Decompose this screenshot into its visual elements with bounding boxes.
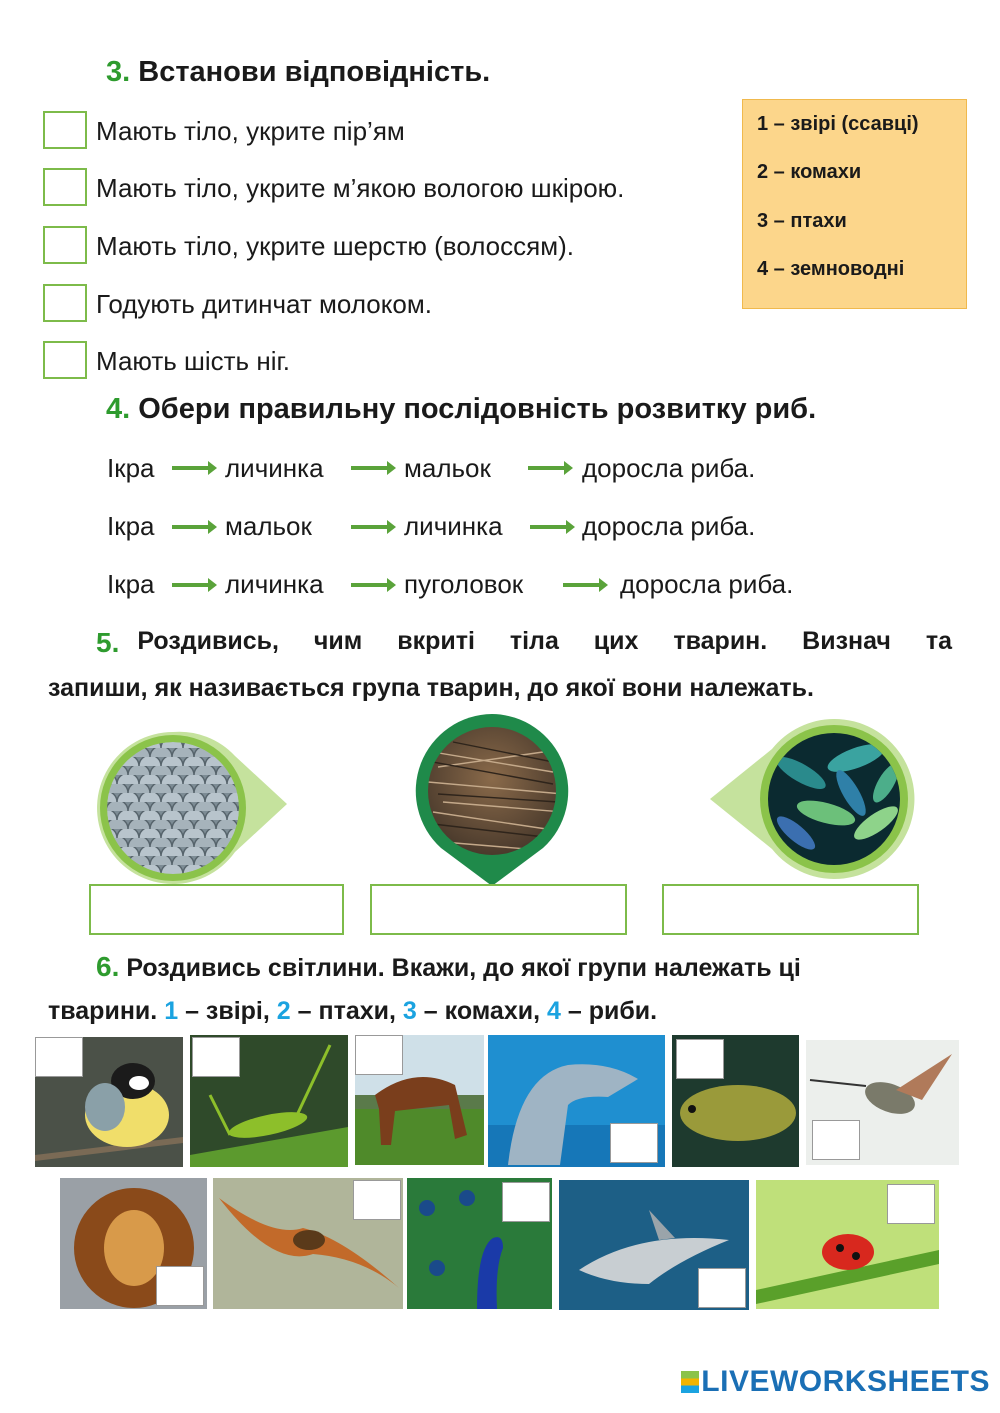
photo-shark [559,1180,749,1310]
seq3-word-3: пуголовок [404,569,524,599]
liveworksheets-logo [681,1365,990,1399]
answer-box-2[interactable] [43,168,87,206]
logo-text: LIVEWORKSHEETS [701,1365,990,1398]
logo-mark-icon [681,1371,699,1393]
statement-2: Мають тіло, укрите м’якою вологою шкірою. [96,173,625,203]
legend-item-3: 3 – птахи [757,210,847,232]
answer-box-5[interactable] [43,341,87,379]
option-2-text: – птахи, [297,997,396,1025]
arrow-right-icon [530,525,568,529]
seq2-word-2: мальок [225,511,312,541]
seq3-word-2: личинка [225,569,324,599]
task5-text-line2: запиши, як називається група тварин, до якої вони належать. [48,674,814,702]
task6-text-line1: Роздивись світлини. Вкажи, до якої групи належать ці [126,954,801,982]
seq3-word-4: доросла риба. [620,569,794,599]
seq1-word-1: Ікра [107,453,155,483]
photo-hummingbird [806,1040,959,1165]
legend-box [742,99,967,309]
arrow-right-icon [351,525,389,529]
option-4-number: 4 [547,997,561,1025]
animal-fur-badge [413,712,571,888]
task6-line2 [48,997,657,1026]
seq3-word-1: Ікра [107,569,155,599]
option-3-text: – комахи, [423,997,541,1025]
photo-peacock [407,1178,552,1309]
task4-heading [106,393,816,426]
group-answer-1[interactable] [89,884,344,935]
photo-ladybug [756,1180,939,1309]
photo-bat [213,1178,403,1309]
option-1-number: 1 [164,997,179,1025]
statement-3: Мають тіло, укрите шерстю (волоссям). [96,231,574,261]
task3-number: 3. [106,56,131,88]
photo-answer-box-7[interactable] [156,1266,204,1306]
statement-5: Мають шість ніг. [96,346,290,376]
arrow-right-icon [351,583,389,587]
task6-prefix: тварини. [48,997,158,1025]
photo-answer-box-11[interactable] [887,1184,935,1224]
seq1-word-4: доросла риба. [582,453,756,483]
option-1-text: – звірі, [185,997,270,1025]
photo-answer-box-1[interactable] [35,1037,83,1077]
task5-text-line1: Роздивись, чим вкриті тіла цих тварин. Визнач та [137,627,952,655]
legend-item-4: 4 – земноводні [757,258,905,280]
seq2-word-1: Ікра [107,511,155,541]
arrow-right-icon [172,583,210,587]
seq2-word-4: доросла риба. [582,511,756,541]
arrow-right-icon [172,525,210,529]
task6-line1 [96,951,801,983]
photo-answer-box-10[interactable] [698,1268,746,1308]
photo-answer-box-6[interactable] [812,1120,860,1160]
answer-box-1[interactable] [43,111,87,149]
statement-1: Мають тіло, укрите пір’ям [96,116,405,146]
task4-title: Обери правильну послідовність розвитку риб. [138,393,817,425]
statement-4: Годують дитинчат молоком. [96,289,432,319]
photo-carp-fish [672,1035,799,1167]
arrow-right-icon [528,466,566,470]
answer-box-4[interactable] [43,284,87,322]
group-answer-3[interactable] [662,884,919,935]
photo-answer-box-5[interactable] [676,1039,724,1079]
task5-line1 [96,627,952,659]
fish-scales-badge [95,730,295,886]
photo-answer-box-3[interactable] [355,1035,403,1075]
option-2-number: 2 [276,997,291,1025]
photo-tit-bird [35,1037,183,1167]
group-answer-2[interactable] [370,884,627,935]
arrow-right-icon [172,466,210,470]
seq2-word-3: личинка [404,511,503,541]
task3-title: Встанови відповідність. [138,56,491,88]
task3-heading [106,56,490,89]
photo-answer-box-8[interactable] [353,1180,401,1220]
option-4-text: – риби. [567,997,658,1025]
photo-grasshopper [190,1035,348,1167]
option-3-number: 3 [402,997,417,1025]
photo-answer-box-4[interactable] [610,1123,658,1163]
seq1-word-2: личинка [225,453,324,483]
arrow-right-icon [563,583,601,587]
photo-dolphin [488,1035,665,1167]
task4-number: 4. [106,393,131,425]
photo-horse [355,1035,484,1165]
legend-item-1: 1 – звірі (ссавці) [757,113,919,135]
photo-answer-box-2[interactable] [192,1037,240,1077]
answer-box-3[interactable] [43,226,87,264]
task5-number: 5. [96,627,120,658]
legend-item-2: 2 – комахи [757,161,862,183]
bird-feathers-badge [706,713,916,885]
task6-number: 6. [96,951,120,982]
photo-answer-box-9[interactable] [502,1182,550,1222]
photo-lion [60,1178,207,1309]
arrow-right-icon [351,466,389,470]
seq1-word-3: мальок [404,453,491,483]
